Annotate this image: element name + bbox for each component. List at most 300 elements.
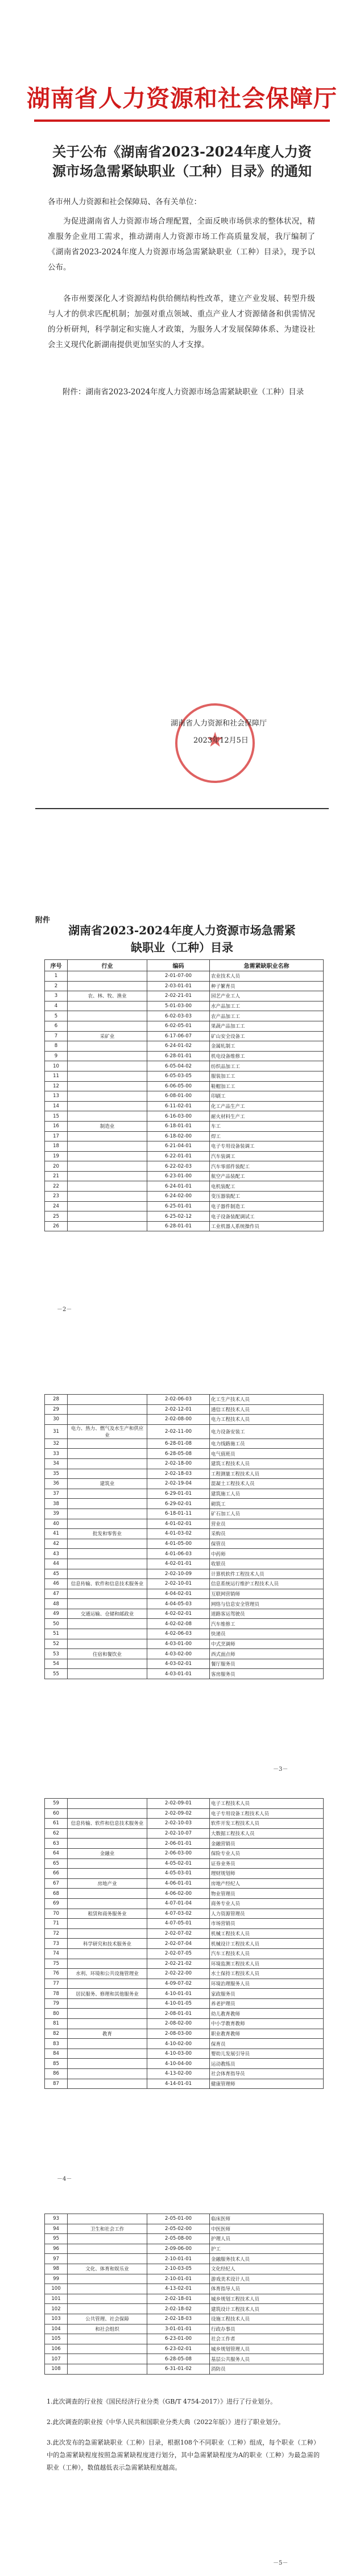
table-row xyxy=(45,2314,324,2324)
row-code: 6-05-04-02 xyxy=(147,1061,210,1071)
row-code: 2-02-09-01 xyxy=(147,1799,210,1809)
row-code: 6-18-02-00 xyxy=(147,1131,210,1141)
table-row xyxy=(45,1998,324,2009)
row-industry xyxy=(68,1919,147,1929)
row-industry xyxy=(68,1051,147,1061)
row-industry xyxy=(68,1221,147,1231)
table-row xyxy=(45,2214,324,2224)
row-code: 2-10-03-05 xyxy=(147,2264,210,2274)
row-industry xyxy=(68,1181,147,1192)
table-row xyxy=(45,1131,324,1141)
table-row xyxy=(45,1001,324,1011)
row-index: 64 xyxy=(45,1848,68,1858)
row-industry: 文化、体育和娱乐业 xyxy=(68,2264,147,2274)
row-code: 4-07-03-02 xyxy=(147,1909,210,1919)
table-row xyxy=(45,2364,324,2374)
table-row xyxy=(45,1898,324,1909)
table-row xyxy=(45,1508,324,1519)
row-code: 6-18-01-01 xyxy=(147,1121,210,1131)
row-index: 24 xyxy=(45,1201,68,1211)
table-row xyxy=(45,1819,324,1829)
row-industry xyxy=(68,1569,147,1579)
row-industry xyxy=(68,2244,147,2254)
table-row xyxy=(45,1609,324,1619)
row-code: 2-02-06-03 xyxy=(147,1395,210,1405)
table-row xyxy=(45,1649,324,1659)
row-occupation: 服装加工工 xyxy=(210,1071,324,1081)
row-industry: 房地产业 xyxy=(68,1878,147,1889)
row-index: 84 xyxy=(45,2049,68,2059)
row-index: 35 xyxy=(45,1469,68,1479)
table-row xyxy=(45,1579,324,1589)
row-industry xyxy=(68,1549,147,1559)
row-code: 4-02-01-01 xyxy=(147,1559,210,1569)
row-industry: 电力、热力、燃气及水生产和供应业 xyxy=(68,1424,147,1439)
row-occupation: 机械工程技术人员 xyxy=(210,1928,324,1939)
row-industry xyxy=(68,1021,147,1031)
table-row xyxy=(45,1828,324,1839)
table-row xyxy=(45,1839,324,1849)
table-row xyxy=(45,2304,324,2314)
table-row xyxy=(45,1629,324,1639)
row-occupation: 商务专业人员 xyxy=(210,1898,324,1909)
row-occupation: 理财规划师 xyxy=(210,1869,324,1879)
row-industry xyxy=(68,1998,147,2009)
table-row xyxy=(45,1599,324,1609)
row-index: 20 xyxy=(45,1161,68,1172)
signature-date: 2023年12月5日 xyxy=(193,736,249,745)
row-occupation: 耐火材料生产工 xyxy=(210,1111,324,1122)
row-industry xyxy=(68,1171,147,1181)
row-occupation: 营业员 xyxy=(210,1519,324,1529)
row-code: 5-01-03-00 xyxy=(147,1001,210,1011)
row-occupation: 电子专用设备装调工 xyxy=(210,1141,324,1152)
row-occupation: 人力资源管理员 xyxy=(210,1909,324,1919)
row-code: 4-05-03-01 xyxy=(147,1869,210,1879)
row-code: 4-09-07-02 xyxy=(147,1979,210,1989)
row-occupation: 互联网营销师 xyxy=(210,1589,324,1599)
table-row xyxy=(45,2079,324,2089)
row-index: 100 xyxy=(45,2284,68,2294)
table-row xyxy=(45,1051,324,1061)
row-index: 38 xyxy=(45,1499,68,1509)
row-code: 6-11-02-01 xyxy=(147,1101,210,1111)
row-occupation: 电力设备安装工 xyxy=(210,1424,324,1439)
table-row xyxy=(45,2284,324,2294)
row-industry xyxy=(68,1639,147,1649)
row-index: 3 xyxy=(45,991,68,1001)
row-index: 52 xyxy=(45,1639,68,1649)
row-industry xyxy=(68,1161,147,1172)
row-occupation: 运动教练员 xyxy=(210,2059,324,2069)
table-row xyxy=(45,1021,324,1031)
table-row xyxy=(45,1141,324,1152)
row-code: 2-02-11-00 xyxy=(147,1424,210,1439)
row-code: 2-08-02-00 xyxy=(147,2019,210,2029)
table-row xyxy=(45,1211,324,1222)
row-industry: 批发和零售业 xyxy=(68,1529,147,1539)
row-code: 2-08-03-00 xyxy=(147,2029,210,2039)
table-row xyxy=(45,1559,324,1569)
row-code: 2-05-01-00 xyxy=(147,2214,210,2224)
table-row xyxy=(45,2244,324,2254)
row-occupation: 社会体育指导员 xyxy=(210,2069,324,2079)
row-code: 4-02-02-01 xyxy=(147,1609,210,1619)
table-row xyxy=(45,1011,324,1021)
row-occupation: 混凝土工程技术人员 xyxy=(210,1479,324,1489)
table-row xyxy=(45,2334,324,2344)
row-code: 2-06-03-00 xyxy=(147,1848,210,1858)
row-occupation: 中小学教育教师 xyxy=(210,2019,324,2029)
table-row xyxy=(45,2294,324,2304)
row-code: 4-06-01-01 xyxy=(147,1878,210,1889)
row-industry xyxy=(68,1928,147,1939)
table-row xyxy=(45,1619,324,1629)
page-number: －2－ xyxy=(57,1306,72,1313)
row-index: 70 xyxy=(45,1909,68,1919)
red-divider xyxy=(34,119,330,122)
row-industry xyxy=(68,1041,147,1052)
row-code: 4-01-06-03 xyxy=(147,1549,210,1559)
row-industry xyxy=(68,1131,147,1141)
row-code: 6-28-01-08 xyxy=(147,1439,210,1449)
table-row xyxy=(45,1869,324,1879)
row-occupation: 农业技术人员 xyxy=(210,971,324,982)
row-occupation: 文化经纪人 xyxy=(210,2264,324,2274)
row-index: 25 xyxy=(45,1211,68,1222)
row-occupation: 餐厅服务员 xyxy=(210,1659,324,1669)
row-industry: 居民服务、修理和其他服务业 xyxy=(68,1989,147,1999)
table-row xyxy=(45,1192,324,1202)
row-industry xyxy=(68,2234,147,2244)
table-row xyxy=(45,2224,324,2234)
row-code: 4-03-02-01 xyxy=(147,1659,210,1669)
row-code: 3-01-01-01 xyxy=(147,2324,210,2334)
row-industry xyxy=(68,1458,147,1469)
table-row xyxy=(45,1959,324,1969)
table-row xyxy=(45,1529,324,1539)
row-industry xyxy=(68,1898,147,1909)
table-row xyxy=(45,1161,324,1172)
row-occupation: 车工 xyxy=(210,1121,324,1131)
table-row xyxy=(45,2264,324,2274)
col-header-index: 序号 xyxy=(45,960,68,971)
row-occupation: 金融营销员 xyxy=(210,1839,324,1849)
row-index: 32 xyxy=(45,1439,68,1449)
row-index: 103 xyxy=(45,2314,68,2324)
row-code: 4-14-01-01 xyxy=(147,2079,210,2089)
row-index: 72 xyxy=(45,1928,68,1939)
row-code: 2-10-01-01 xyxy=(147,2254,210,2264)
signature: 湖南省人力资源和社会保障厅 xyxy=(171,719,267,728)
row-industry xyxy=(68,1959,147,1969)
table-row xyxy=(45,1989,324,1999)
row-code: 4-10-01-05 xyxy=(147,1998,210,2009)
table-row xyxy=(45,1909,324,1919)
row-index: 11 xyxy=(45,1071,68,1081)
row-occupation: 城乡规划工程技术人员 xyxy=(210,2294,324,2304)
table-row xyxy=(45,2029,324,2039)
row-index: 29 xyxy=(45,1404,68,1415)
row-code: 4-10-02-00 xyxy=(147,2039,210,2049)
row-index: 4 xyxy=(45,1001,68,1011)
row-index: 53 xyxy=(45,1649,68,1659)
row-occupation: 化工产品生产工 xyxy=(210,1101,324,1111)
row-index: 18 xyxy=(45,1141,68,1152)
row-industry xyxy=(68,1589,147,1599)
table-row xyxy=(45,1928,324,1939)
row-industry xyxy=(68,1539,147,1549)
row-code: 4-02-02-08 xyxy=(147,1619,210,1629)
row-index: 31 xyxy=(45,1424,68,1439)
row-occupation: 西式面点师 xyxy=(210,1649,324,1659)
occupation-table-1 xyxy=(44,959,324,1231)
row-code: 6-18-01-11 xyxy=(147,1508,210,1519)
table-row xyxy=(45,1569,324,1579)
table-row xyxy=(45,2039,324,2049)
row-industry xyxy=(68,1071,147,1081)
row-index: 63 xyxy=(45,1839,68,1849)
row-occupation: 矿石加工人员 xyxy=(210,1508,324,1519)
row-industry xyxy=(68,971,147,982)
table-row xyxy=(45,1848,324,1858)
table-row xyxy=(45,1458,324,1469)
body-paragraph-2: 各市州要深化人才资源结构供给侧结构性改革，建立产业发展、转型升级与人才的供求匹配机制；加强对重点领域、重点产业人才资源储备和供需情况的分析研判，科学制定和实施人才政策，为服务人才发展保障体系、为建设社会主义现代化新湖南提供更加坚实的人才支撑。 xyxy=(48,294,315,349)
row-occupation: 化工生产技术人员 xyxy=(210,1395,324,1405)
row-index: 80 xyxy=(45,2009,68,2019)
row-code: 4-10-01-01 xyxy=(147,1989,210,1999)
row-industry: 金融业 xyxy=(68,1848,147,1858)
row-code: 6-24-02-00 xyxy=(147,1192,210,1202)
row-code: 6-22-01-01 xyxy=(147,1151,210,1161)
row-index: 9 xyxy=(45,1051,68,1061)
table-row xyxy=(45,1799,324,1809)
table-row xyxy=(45,2049,324,2059)
table-row xyxy=(45,1499,324,1509)
cover-page xyxy=(0,0,364,888)
row-occupation: 变压器装配工 xyxy=(210,1192,324,1202)
row-occupation: 信息系统运行维护工程技术人员 xyxy=(210,1579,324,1589)
row-industry xyxy=(68,1499,147,1509)
row-code: 4-07-05-01 xyxy=(147,1919,210,1929)
row-index: 30 xyxy=(45,1415,68,1425)
row-industry: 和社会组织 xyxy=(68,2324,147,2334)
row-code: 6-21-04-01 xyxy=(147,1141,210,1152)
col-header-industry: 行业 xyxy=(68,960,147,971)
body-paragraph-1: 为促进湖南省人力资源市场合理配置，全面反映市场供求的整体状况，精准服务企业用工需求，推动湖南人力资源市场工作高质量发展，我厅编制了《湖南省2023-2024年度人力资源市场急需紧缺职业（工种）目录》，现予以公布。 xyxy=(48,217,315,272)
row-code: 6-28-01-01 xyxy=(147,1051,210,1061)
row-occupation: 道路客运驾驶员 xyxy=(210,1609,324,1619)
row-index: 85 xyxy=(45,2059,68,2069)
row-occupation: 农产品加工工 xyxy=(210,1011,324,1021)
row-industry xyxy=(68,1395,147,1405)
table-row xyxy=(45,1669,324,1679)
row-code: 2-09-06-00 xyxy=(147,2244,210,2254)
attachment-line: 附件：湖南省2023-2024年度人力资源市场急需紧缺职业（工种）目录 xyxy=(63,388,304,397)
row-occupation: 家政服务员 xyxy=(210,1989,324,1999)
table-row xyxy=(45,1539,324,1549)
table-row xyxy=(45,1979,324,1989)
table-row xyxy=(45,1171,324,1181)
row-index: 22 xyxy=(45,1181,68,1192)
table-row xyxy=(45,2274,324,2284)
row-occupation: 计算机软件工程技术人员 xyxy=(210,1569,324,1579)
table-row xyxy=(45,2234,324,2244)
row-occupation: 网络与信息安全管理员 xyxy=(210,1599,324,1609)
row-index: 61 xyxy=(45,1819,68,1829)
footer-rule xyxy=(35,808,329,809)
row-industry xyxy=(68,1439,147,1449)
row-industry xyxy=(68,1599,147,1609)
row-industry xyxy=(68,1839,147,1849)
row-occupation: 中式烹调师 xyxy=(210,1639,324,1649)
table-row xyxy=(45,1889,324,1899)
row-index: 15 xyxy=(45,1111,68,1122)
row-occupation: 电子专用设备工程技术人员 xyxy=(210,1808,324,1819)
row-code: 6-29-02-01 xyxy=(147,1499,210,1509)
row-code: 2-02-18-03 xyxy=(147,1469,210,1479)
occupation-table-2 xyxy=(44,1394,324,1679)
row-occupation: 矿山安全设备工 xyxy=(210,1031,324,1041)
row-industry xyxy=(68,1469,147,1479)
row-code: 6-29-01-01 xyxy=(147,1489,210,1499)
row-occupation: 设施工程技术人员 xyxy=(210,2314,324,2324)
row-index: 41 xyxy=(45,1529,68,1539)
row-code: 6-28-05-08 xyxy=(147,1449,210,1459)
row-index: 73 xyxy=(45,1939,68,1949)
row-index: 12 xyxy=(45,1081,68,1091)
row-occupation: 汽车维修工 xyxy=(210,1619,324,1629)
row-industry xyxy=(68,2009,147,2019)
row-index: 87 xyxy=(45,2079,68,2089)
row-industry xyxy=(68,1948,147,1959)
page-number: －3－ xyxy=(273,1766,288,1773)
row-occupation: 护工 xyxy=(210,2244,324,2254)
row-occupation: 幼儿教育教师 xyxy=(210,2009,324,2019)
row-occupation: 健康管理师 xyxy=(210,2079,324,2089)
row-code: 2-02-19-04 xyxy=(147,1479,210,1489)
occupation-table-4 xyxy=(44,2214,324,2375)
table-row xyxy=(45,1081,324,1091)
row-industry xyxy=(68,1101,147,1111)
row-industry xyxy=(68,2254,147,2264)
row-industry xyxy=(68,1508,147,1519)
row-index: 86 xyxy=(45,2069,68,2079)
row-index: 13 xyxy=(45,1091,68,1102)
row-industry: 采矿业 xyxy=(68,1031,147,1041)
table-row xyxy=(45,1449,324,1459)
row-occupation: 砌筑工 xyxy=(210,1499,324,1509)
row-industry xyxy=(68,1404,147,1415)
row-index: 96 xyxy=(45,2244,68,2254)
table-row xyxy=(45,1181,324,1192)
row-occupation: 养老护理员 xyxy=(210,1998,324,2009)
row-occupation: 市场营销员 xyxy=(210,1919,324,1929)
row-occupation: 电子器件制造工 xyxy=(210,1201,324,1211)
table-row xyxy=(45,1489,324,1499)
row-code: 2-02-07-02 xyxy=(147,1928,210,1939)
row-index: 76 xyxy=(45,1969,68,1979)
row-code: 6-23-01-00 xyxy=(147,2334,210,2344)
row-industry xyxy=(68,1979,147,1989)
row-code: 4-13-02-01 xyxy=(147,2284,210,2294)
row-index: 51 xyxy=(45,1629,68,1639)
table-row xyxy=(45,1424,324,1439)
row-code: 6-17-06-07 xyxy=(147,1031,210,1041)
row-occupation: 证券业务员 xyxy=(210,1858,324,1869)
table-row xyxy=(45,1111,324,1122)
row-index: 48 xyxy=(45,1599,68,1609)
row-code: 6-24-01-02 xyxy=(147,1041,210,1052)
row-code: 4-10-03-00 xyxy=(147,2049,210,2059)
row-occupation: 护理人员 xyxy=(210,2234,324,2244)
row-industry xyxy=(68,1201,147,1211)
row-occupation: 汽车装调工 xyxy=(210,1151,324,1161)
row-index: 14 xyxy=(45,1101,68,1111)
row-industry xyxy=(68,981,147,991)
row-occupation: 体育指导人员 xyxy=(210,2284,324,2294)
row-code: 2-02-10-01 xyxy=(147,1579,210,1589)
table-row xyxy=(45,1395,324,1405)
row-code: 4-10-04-00 xyxy=(147,2059,210,2069)
row-occupation: 采购员 xyxy=(210,1529,324,1539)
row-code: 2-02-21-02 xyxy=(147,1959,210,1969)
row-occupation: 机电设备维修工 xyxy=(210,1051,324,1061)
row-code: 2-02-07-05 xyxy=(147,1948,210,1959)
row-industry xyxy=(68,1519,147,1529)
row-code: 6-23-02-01 xyxy=(147,2344,210,2354)
row-industry xyxy=(68,2284,147,2294)
table-row xyxy=(45,2059,324,2069)
row-index: 50 xyxy=(45,1619,68,1629)
row-code: 2-02-07-04 xyxy=(147,1939,210,1949)
row-index: 75 xyxy=(45,1959,68,1969)
row-index: 79 xyxy=(45,1998,68,2009)
col-header-code: 编码 xyxy=(147,960,210,971)
table-row xyxy=(45,2019,324,2029)
row-index: 66 xyxy=(45,1869,68,1879)
row-index: 55 xyxy=(45,1669,68,1679)
row-code: 2-02-09-02 xyxy=(147,1808,210,1819)
row-industry xyxy=(68,2019,147,2029)
row-industry xyxy=(68,1111,147,1122)
row-occupation: 航空产品装配工 xyxy=(210,1171,324,1181)
row-occupation: 电力工程技术人员 xyxy=(210,1415,324,1425)
row-industry xyxy=(68,1858,147,1869)
row-industry xyxy=(68,1091,147,1102)
row-index: 82 xyxy=(45,2029,68,2039)
row-occupation: 果蔬产品加工工 xyxy=(210,1021,324,1031)
row-code: 4-02-06-03 xyxy=(147,1629,210,1639)
row-industry xyxy=(68,1669,147,1679)
row-occupation: 行政办事员 xyxy=(210,2324,324,2334)
row-index: 43 xyxy=(45,1549,68,1559)
row-code: 2-02-18-00 xyxy=(147,1458,210,1469)
table-row xyxy=(45,1091,324,1102)
row-occupation: 种子繁育员 xyxy=(210,981,324,991)
row-index: 69 xyxy=(45,1898,68,1909)
row-index: 10 xyxy=(45,1061,68,1071)
table-row xyxy=(45,2254,324,2264)
row-industry: 卫生和社会工作 xyxy=(68,2224,147,2234)
row-industry xyxy=(68,2059,147,2069)
row-index: 8 xyxy=(45,1041,68,1052)
row-industry: 制造业 xyxy=(68,1121,147,1131)
table-row xyxy=(45,1151,324,1161)
row-occupation: 收银员 xyxy=(210,1559,324,1569)
row-code: 6-16-03-00 xyxy=(147,1111,210,1122)
row-occupation: 保管员 xyxy=(210,1539,324,1549)
